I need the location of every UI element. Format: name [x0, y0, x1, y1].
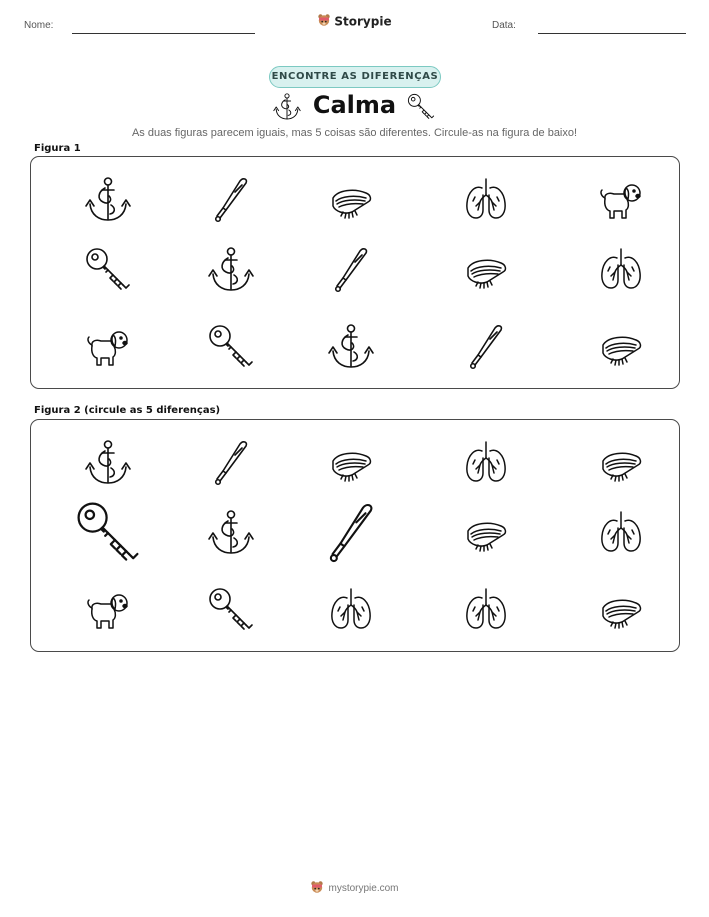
- bat-icon[interactable]: [206, 438, 256, 488]
- figure2-panel: [30, 419, 680, 652]
- figure1-panel: [30, 156, 680, 389]
- anchor-icon[interactable]: [83, 438, 133, 488]
- lungs-icon[interactable]: [596, 245, 646, 295]
- blanket-icon[interactable]: [461, 245, 511, 295]
- bat-icon[interactable]: [206, 175, 256, 225]
- blanket-icon[interactable]: [326, 438, 376, 488]
- name-label: Nome:: [24, 20, 54, 31]
- page-title: Calma: [312, 91, 397, 119]
- date-line[interactable]: [538, 33, 686, 34]
- activity-badge: ENCONTRE AS DIFERENÇAS: [269, 66, 441, 88]
- bat-icon[interactable]: [326, 245, 376, 295]
- brand-name: Storypie: [334, 14, 392, 29]
- blanket-icon[interactable]: [596, 438, 646, 488]
- lungs-icon[interactable]: [461, 175, 511, 225]
- dog-icon[interactable]: [83, 585, 133, 635]
- figure1-label: Figura 1: [34, 143, 81, 154]
- dog-icon[interactable]: [83, 322, 133, 372]
- bat-icon[interactable]: [318, 500, 384, 566]
- anchor-icon[interactable]: [206, 245, 256, 295]
- storypie-bear-icon: [310, 880, 324, 897]
- footer: [0, 880, 709, 897]
- dog-icon[interactable]: [596, 175, 646, 225]
- figure2-label: Figura 2 (circule as 5 diferenças): [34, 405, 221, 416]
- anchor-icon[interactable]: [326, 322, 376, 372]
- blanket-icon[interactable]: [461, 508, 511, 558]
- key-icon[interactable]: [83, 245, 133, 295]
- key-icon: [406, 92, 436, 122]
- title-row: [0, 90, 709, 124]
- name-line[interactable]: [72, 33, 255, 34]
- lungs-icon[interactable]: [461, 438, 511, 488]
- blanket-icon[interactable]: [596, 322, 646, 372]
- lungs-icon[interactable]: [326, 585, 376, 635]
- key-icon[interactable]: [206, 585, 256, 635]
- anchor-icon[interactable]: [83, 175, 133, 225]
- lungs-icon[interactable]: [461, 585, 511, 635]
- storypie-bear-icon: [317, 13, 331, 30]
- blanket-icon[interactable]: [326, 175, 376, 225]
- footer-url[interactable]: mystorypie.com: [328, 883, 399, 894]
- date-label: Data:: [492, 20, 516, 31]
- bat-icon[interactable]: [461, 322, 511, 372]
- brand-logo: [0, 13, 709, 30]
- key-icon[interactable]: [73, 498, 143, 568]
- instructions: As duas figuras parecem iguais, mas 5 coisas são diferentes. Circule-as na figura de baixo!: [131, 127, 578, 139]
- key-icon[interactable]: [206, 322, 256, 372]
- lungs-icon[interactable]: [596, 508, 646, 558]
- blanket-icon[interactable]: [596, 585, 646, 635]
- anchor-icon[interactable]: [206, 508, 256, 558]
